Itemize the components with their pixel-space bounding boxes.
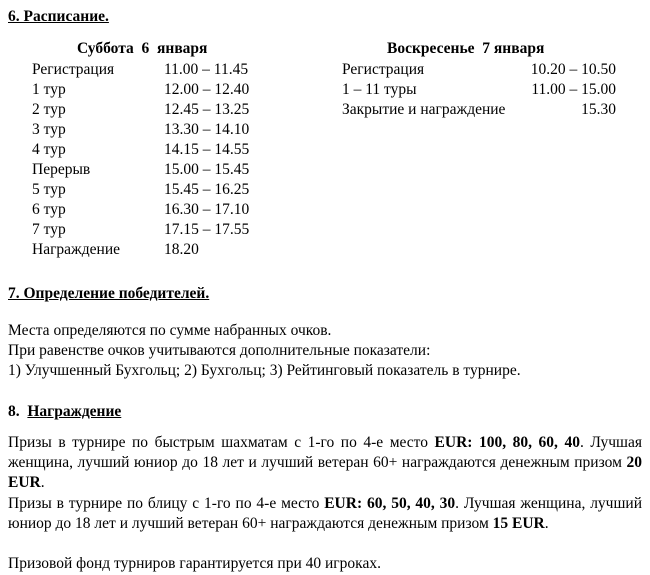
rapid-text-3: . <box>40 474 45 491</box>
saturday-row-time: 18.20 <box>164 241 199 258</box>
saturday-row-label: 1 тур <box>32 81 66 98</box>
sunday-row-label: 1 – 11 туры <box>342 81 417 98</box>
sunday-row-label: Закрытие и награждение <box>342 101 506 118</box>
rapid-prize-amounts: EUR: 100, 80, 60, 40 <box>434 434 580 451</box>
saturday-row-label: 4 тур <box>32 141 66 158</box>
saturday-row-time: 13.30 – 14.10 <box>164 121 250 138</box>
rapid-text-1: Призы в турнире по быстрым шахматам с 1-го по 4-е место <box>8 434 435 451</box>
section-7-line-3: 1) Улучшенный Бухгольц; 2) Бухгольц; 3) Рейтинговый показатель в турнире. <box>8 362 521 379</box>
saturday-row-label: 6 тур <box>32 201 66 218</box>
saturday-row-time: 16.30 – 17.10 <box>164 201 250 218</box>
saturday-row-label: 2 тур <box>32 101 66 118</box>
saturday-row-time: 12.45 – 13.25 <box>164 101 250 118</box>
saturday-row-label: Перерыв <box>32 161 91 178</box>
blitz-special-prize: 15 EUR <box>492 515 545 532</box>
prize-fund-guarantee: Призовой фонд турниров гарантируется при 40 игроках. <box>8 555 381 572</box>
section-8-heading <box>8 402 121 421</box>
blitz-text-1: Призы в турнире по блицу с 1-го по 4-е место <box>8 495 325 512</box>
section-8-number: 8. <box>8 403 20 420</box>
section-7-line-1: Места определяются по сумме набранных очков. <box>8 322 332 339</box>
saturday-row-label: 5 тур <box>32 181 66 198</box>
blitz-text-2: . Лучшая женщина, лучший юниор до 18 лет и лучший ветеран 60+ награждаются денежным призом <box>8 495 643 532</box>
section-7-line-2: При равенстве очков учитываются дополнительные показатели: <box>8 342 431 359</box>
saturday-row-label: 3 тур <box>32 121 66 138</box>
rapid-text-2: . Лучшая женщина, лучший юниор до 18 лет и лучший ветеран 60+ награждаются денежным призом <box>8 434 643 471</box>
saturday-row-label: Регистрация <box>32 61 115 78</box>
saturday-row-time: 12.00 – 12.40 <box>164 81 250 98</box>
sunday-row-label: Регистрация <box>342 61 425 78</box>
saturday-row-label: 7 тур <box>32 221 66 238</box>
section-6-heading: 6. Расписание. <box>8 8 109 25</box>
saturday-row-time: 15.45 – 16.25 <box>164 181 250 198</box>
saturday-row-time: 15.00 – 15.45 <box>164 161 250 178</box>
sunday-row-time: 10.20 – 10.50 <box>530 61 616 78</box>
blitz-text-3: . <box>544 515 549 532</box>
sunday-title: Воскресенье 7 января <box>387 40 545 57</box>
saturday-row-time: 17.15 – 17.55 <box>164 221 250 238</box>
saturday-row-time: 11.00 – 11.45 <box>164 61 249 78</box>
saturday-title: Суббота 6 января <box>77 40 208 57</box>
saturday-row-label: Награждение <box>32 241 121 258</box>
section-8-title: Награждение <box>27 403 122 420</box>
blitz-prizes-paragraph <box>8 494 642 534</box>
saturday-row-time: 14.15 – 14.55 <box>164 141 250 158</box>
blitz-prize-amounts: EUR: 60, 50, 40, 30 <box>324 495 456 512</box>
rapid-prizes-paragraph <box>8 433 642 493</box>
rapid-special-prize: 20 EUR <box>8 454 642 491</box>
sunday-row-time: 11.00 – 15.00 <box>531 81 616 98</box>
section-7-heading: 7. Определение победителей. <box>8 285 210 302</box>
sunday-row-time: 15.30 <box>581 101 616 118</box>
